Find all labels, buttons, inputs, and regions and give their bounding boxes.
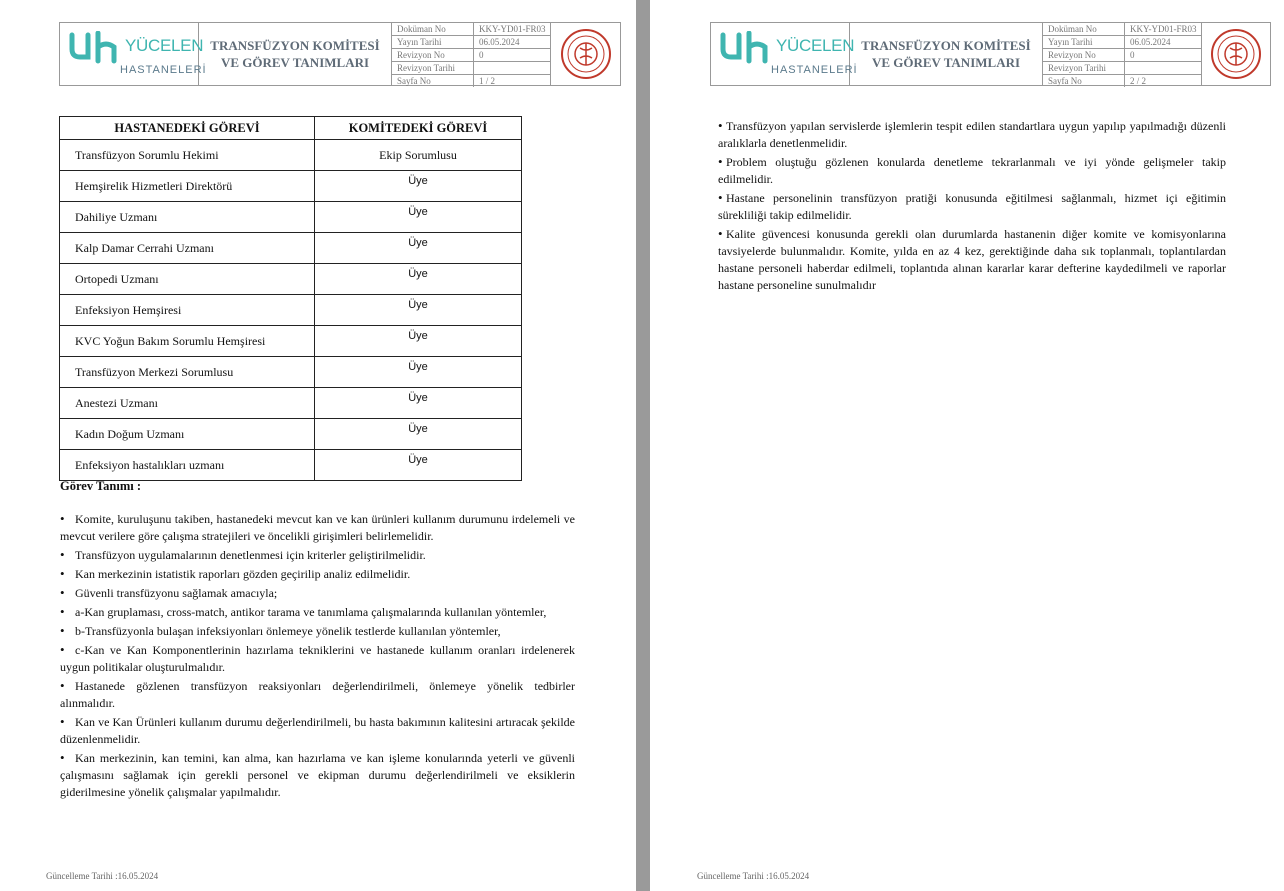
list-item: • Kan merkezinin istatistik raporları gözden geçirilip analiz edilmelidir.	[60, 565, 575, 583]
hospital-role: Anestezi Uzmanı	[60, 388, 315, 419]
table-header-row	[60, 117, 522, 140]
hospital-role: Enfeksiyon Hemşiresi	[60, 295, 315, 326]
table-row	[60, 326, 522, 357]
hospital-logo	[711, 23, 858, 85]
column-header: KOMİTEDEKİ GÖREVİ	[315, 117, 522, 140]
committee-role: Üye	[315, 388, 522, 419]
table-row	[60, 233, 522, 264]
document-title: TRANSFÜZYON KOMİTESİ VE GÖREV TANIMLARI	[861, 38, 1031, 70]
list-item: • Kalite güvencesi konusunda gerekli olan durumlarda hastanenin diğer komite ve komisyonlarına tavsiyelerde bulunmalıdır. Komite, yılda en az 4 kez, gerektiğinde daha sık toplanmalı, toplantılardan hastane personeli haberdar edilmeli, toplantıda alınan kararlar karar defterine kaydedilmeli ve raporlar hastane personeline sunulmalıdır	[718, 225, 1226, 294]
list-item: • Güvenli transfüzyonu sağlamak amacıyla;	[60, 584, 575, 602]
hospital-logo	[60, 23, 207, 85]
meta-row	[392, 36, 550, 49]
page-header	[59, 22, 621, 86]
brand-subtitle: HASTANELERİ	[771, 64, 858, 76]
seal-cell	[551, 23, 620, 85]
list-item: • Hastanede gözlenen transfüzyon reaksiyonları değerlendirilmeli, önlemeye yönelik tedbirler alınmalıdır.	[60, 677, 575, 712]
meta-value: 1 / 2	[479, 76, 496, 86]
hospital-role: Kadın Doğum Uzmanı	[60, 419, 315, 450]
list-item: • Kan merkezinin, kan temini, kan alma, kan hazırlama ve kan işleme konularında yeterli ve güvenli çalışmasını sağlamak için gerekli personel ve ekipman durumu değerlendirilmeli ve eksiklerin giderilmesine yönelik çalışmalar yapılmalıdır.	[60, 749, 575, 801]
brand-subtitle: HASTANELERİ	[120, 64, 207, 76]
hospital-role: Transfüzyon Merkezi Sorumlusu	[60, 357, 315, 388]
meta-row	[1043, 62, 1201, 75]
yucelen-logo-icon	[68, 31, 124, 65]
meta-key: Doküman No	[392, 23, 474, 35]
duty-list	[60, 510, 575, 802]
meta-row	[1043, 75, 1201, 87]
meta-value: KKY-YD01-FR03	[479, 24, 546, 34]
table-row	[60, 450, 522, 481]
committee-role: Üye	[315, 295, 522, 326]
table-row	[60, 264, 522, 295]
committee-role: Üye	[315, 171, 522, 202]
meta-value: 06.05.2024	[1130, 37, 1171, 47]
list-item: • Transfüzyon yapılan servislerde işlemlerin tespit edilen standartlara uygun yapılıp yapılmadığı düzenli aralıklarla denetlenmelidir.	[718, 117, 1226, 152]
document-page-1	[0, 0, 636, 891]
meta-row	[1043, 23, 1201, 36]
meta-row	[392, 23, 550, 36]
list-item: • a-Kan gruplaması, cross-match, antikor tarama ve tanımlama çalışmalarında kullanılan yöntemler,	[60, 603, 575, 621]
list-item: • Hastane personelinin transfüzyon pratiği konusunda eğitilmesi sağlanmalı, hizmet içi eğitimin sürekliliği takip edilmelidir.	[718, 189, 1226, 224]
meta-key: Revizyon No	[1043, 49, 1125, 61]
table-row	[60, 388, 522, 419]
hospital-role: KVC Yoğun Bakım Sorumlu Hemşiresi	[60, 326, 315, 357]
list-item: • Transfüzyon uygulamalarının denetlenmesi için kriterler geliştirilmelidir.	[60, 546, 575, 564]
committee-role: Üye	[315, 419, 522, 450]
meta-row	[1043, 36, 1201, 49]
meta-row	[1043, 49, 1201, 62]
meta-value: 0	[479, 50, 484, 60]
list-item: • b-Transfüzyonla bulaşan infeksiyonları önlemeye yönelik testlerde kullanılan yöntemler,	[60, 622, 575, 640]
committee-role: Üye	[315, 264, 522, 295]
document-title-cell	[850, 23, 1043, 85]
committee-role: Üye	[315, 202, 522, 233]
list-item: • Kan ve Kan Ürünleri kullanım durumu değerlendirilmeli, bu hasta bakımının kalitesini artıracak şekilde düzenlenmelidir.	[60, 713, 575, 748]
meta-row	[392, 62, 550, 75]
hospital-role: Ortopedi Uzmanı	[60, 264, 315, 295]
list-item: • Komite, kuruluşunu takiben, hastanedeki mevcut kan ve kan ürünleri kullanım durumunu irdelemeli ve mevcut verilere göre çalışma stratejileri ve öncelikli girişimleri belirlemelidir.	[60, 510, 575, 545]
meta-key: Yayın Tarihi	[392, 36, 474, 48]
table-row	[60, 202, 522, 233]
hospital-role: Kalp Damar Cerrahi Uzmanı	[60, 233, 315, 264]
meta-value	[1125, 62, 1201, 74]
document-meta-table	[1043, 23, 1202, 85]
section-title: Görev Tanımı :	[60, 479, 142, 493]
meta-value: 06.05.2024	[479, 37, 520, 47]
document-title-cell	[199, 23, 392, 85]
document-title: TRANSFÜZYON KOMİTESİ VE GÖREV TANIMLARI	[210, 38, 380, 70]
ministry-seal-icon	[1210, 28, 1262, 80]
hospital-role: Dahiliye Uzmanı	[60, 202, 315, 233]
meta-value: 2 / 2	[1130, 76, 1147, 86]
committee-role: Ekip Sorumlusu	[315, 140, 522, 171]
yucelen-logo-icon	[719, 31, 775, 65]
duty-list-continued	[718, 117, 1226, 295]
brand-name: YÜCELEN	[776, 36, 855, 55]
hospital-role: Enfeksiyon hastalıkları uzmanı	[60, 450, 315, 481]
table-row	[60, 171, 522, 202]
meta-key: Revizyon No	[392, 49, 474, 61]
meta-value	[474, 62, 550, 74]
table-row	[60, 140, 522, 171]
committee-role: Üye	[315, 326, 522, 357]
meta-row	[392, 75, 550, 87]
meta-key: Yayın Tarihi	[1043, 36, 1125, 48]
seal-cell	[1202, 23, 1270, 85]
brand-name: YÜCELEN	[125, 36, 204, 55]
page-footer: Güncelleme Tarihi :16.05.2024	[46, 871, 159, 881]
table-row	[60, 419, 522, 450]
column-header: HASTANEDEKİ GÖREVİ	[60, 117, 315, 140]
meta-row	[392, 49, 550, 62]
page-footer: Güncelleme Tarihi :16.05.2024	[697, 871, 810, 881]
meta-value: KKY-YD01-FR03	[1130, 24, 1197, 34]
meta-key: Revizyon Tarihi	[392, 62, 474, 74]
meta-key: Revizyon Tarihi	[1043, 62, 1125, 74]
list-item: • Problem oluştuğu gözlenen konularda denetleme tekrarlanmalı ve iyi yönde gelişmeler takip edilmelidir.	[718, 153, 1226, 188]
hospital-role: Hemşirelik Hizmetleri Direktörü	[60, 171, 315, 202]
page-header	[710, 22, 1271, 86]
hospital-role: Transfüzyon Sorumlu Hekimi	[60, 140, 315, 171]
committee-role: Üye	[315, 450, 522, 481]
meta-key: Sayfa No	[392, 75, 474, 87]
committee-role: Üye	[315, 357, 522, 388]
meta-key: Doküman No	[1043, 23, 1125, 35]
ministry-seal-icon	[560, 28, 612, 80]
table-row	[60, 357, 522, 388]
page-gutter	[636, 0, 650, 891]
list-item: • c-Kan ve Kan Komponentlerinin hazırlama tekniklerini ve hastanede kullanım oranları irdelenerek uygun politikalar oluşturulmalıdır.	[60, 641, 575, 676]
meta-value: 0	[1130, 50, 1135, 60]
table-row	[60, 295, 522, 326]
committee-role: Üye	[315, 233, 522, 264]
committee-table	[59, 116, 522, 481]
document-meta-table	[392, 23, 551, 85]
meta-key: Sayfa No	[1043, 75, 1125, 87]
